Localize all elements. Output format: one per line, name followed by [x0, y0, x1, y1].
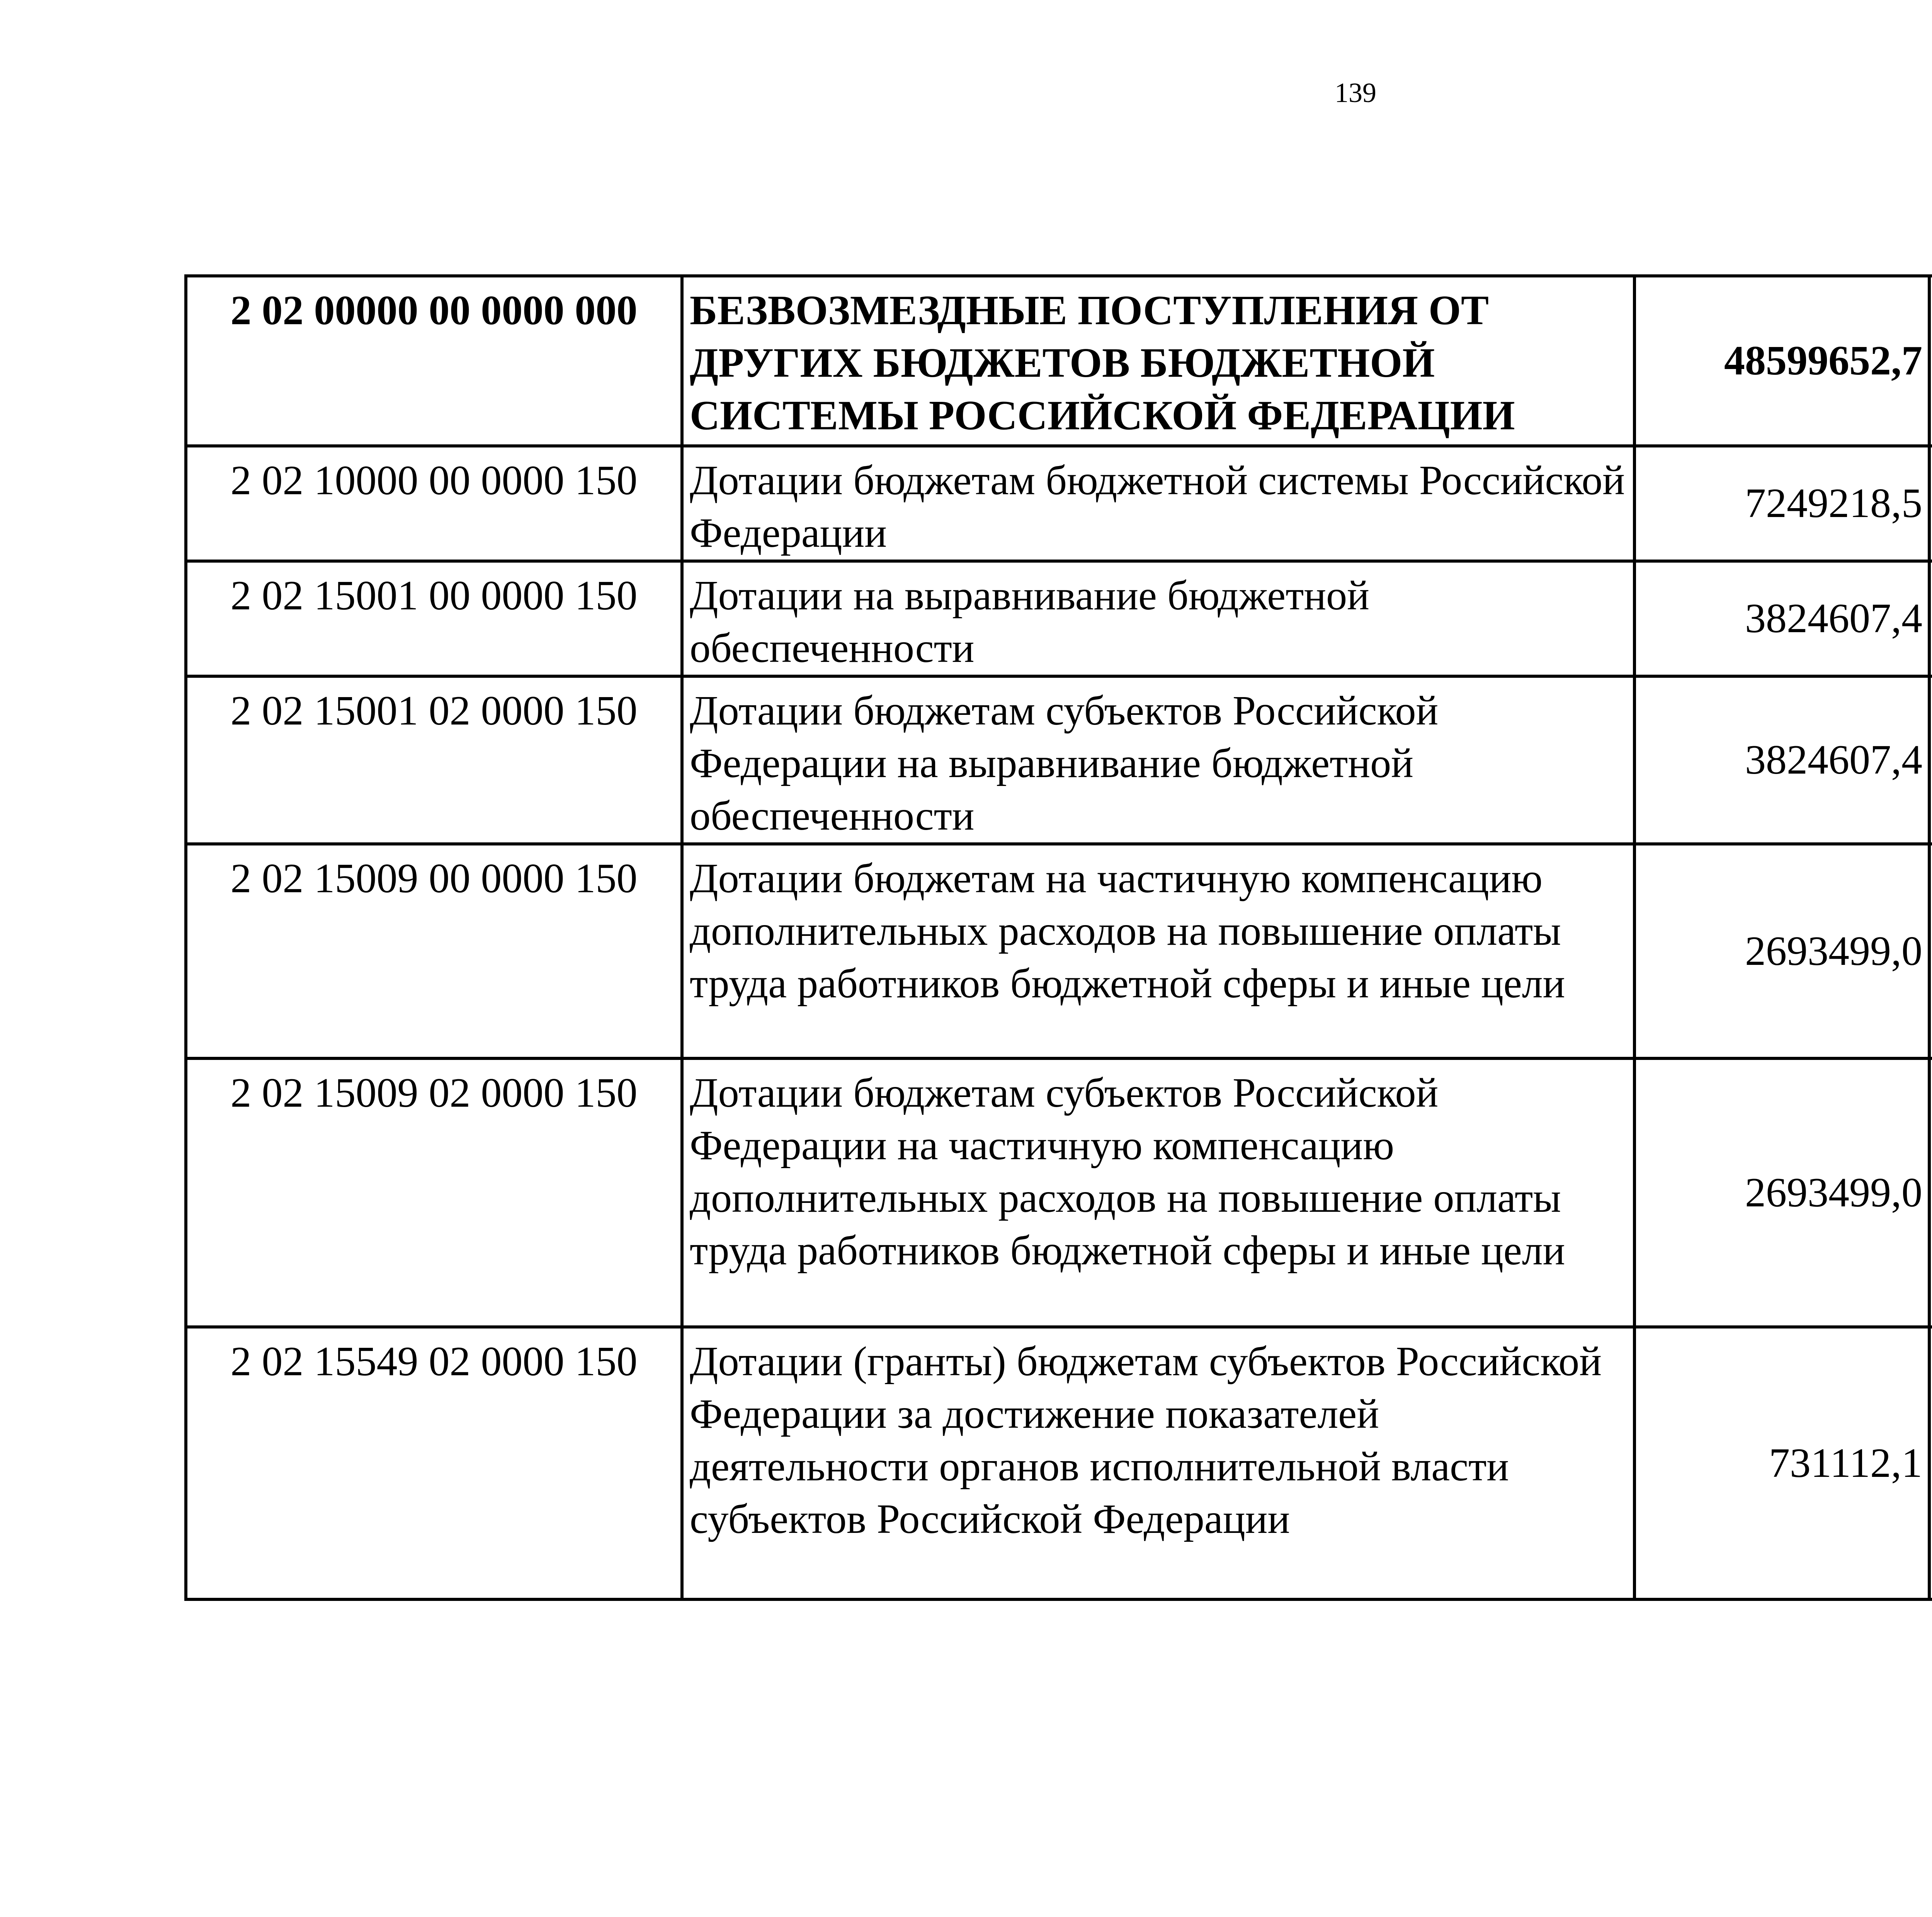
amount-col1-cell: 2693499,0 — [1634, 844, 1929, 1058]
revenue-name-cell: Дотации бюджетам субъектов Российской Федерации на частичную компенсацию дополнительных расходов на повышение оплаты труда работников бюджетной сферы и иные цели — [682, 1058, 1634, 1327]
amount-col1-cell: 3824607,4 — [1634, 561, 1929, 676]
amount-col1-cell: 731112,1 — [1634, 1327, 1929, 1599]
revenue-name-cell: Дотации (гранты) бюджетам субъектов Российской Федерации за достижение показателей деятельности органов исполнительной власти субъектов Российской Федерации — [682, 1327, 1634, 1599]
revenue-name-cell: Дотации бюджетам бюджетной системы Российской Федерации — [682, 446, 1634, 561]
budget-revenue-table — [184, 274, 1932, 1601]
amount-col1-cell: 3824607,4 — [1634, 676, 1929, 844]
amount-col1-cell: 2693499,0 — [1634, 1058, 1929, 1327]
amount-col1-cell: 48599652,7 — [1634, 276, 1929, 446]
amount-col2-cell — [1929, 676, 1932, 844]
table-row — [186, 446, 1932, 561]
revenue-name-cell: Дотации бюджетам на частичную компенсацию дополнительных расходов на повышение оплаты труда работников бюджетной сферы и иные цели — [682, 844, 1634, 1058]
amount-col2-cell — [1929, 446, 1932, 561]
table-row — [186, 676, 1932, 844]
budget-code-cell: 2 02 15549 02 0000 150 — [186, 1327, 682, 1599]
budget-code-cell: 2 02 15001 02 0000 150 — [186, 676, 682, 844]
page-number: 139 — [1335, 77, 1376, 108]
budget-code-cell: 2 02 15001 00 0000 150 — [186, 561, 682, 676]
budget-code-cell: 2 02 15009 00 0000 150 — [186, 844, 682, 1058]
revenue-name-cell: Дотации бюджетам субъектов Российской Федерации на выравнивание бюджетной обеспеченности — [682, 676, 1634, 844]
amount-col2-cell — [1929, 276, 1932, 446]
table-row — [186, 1058, 1932, 1327]
amount-col2-cell — [1929, 1058, 1932, 1327]
table-row — [186, 561, 1932, 676]
amount-col2-cell — [1929, 561, 1932, 676]
table-row — [186, 844, 1932, 1058]
amount-col2-cell — [1929, 844, 1932, 1058]
amount-col1-cell: 7249218,5 — [1634, 446, 1929, 561]
revenue-name-cell: БЕЗВОЗМЕЗДНЫЕ ПОСТУПЛЕНИЯ ОТ ДРУГИХ БЮДЖЕТОВ БЮДЖЕТНОЙ СИСТЕМЫ РОССИЙСКОЙ ФЕДЕРАЦИИ — [682, 276, 1634, 446]
table-row — [186, 1327, 1932, 1599]
revenue-name-cell: Дотации на выравнивание бюджетной обеспеченности — [682, 561, 1634, 676]
budget-code-cell: 2 02 10000 00 0000 150 — [186, 446, 682, 561]
amount-col2-cell — [1929, 1327, 1932, 1599]
budget-code-cell: 2 02 15009 02 0000 150 — [186, 1058, 682, 1327]
budget-code-cell: 2 02 00000 00 0000 000 — [186, 276, 682, 446]
table-row — [186, 276, 1932, 446]
